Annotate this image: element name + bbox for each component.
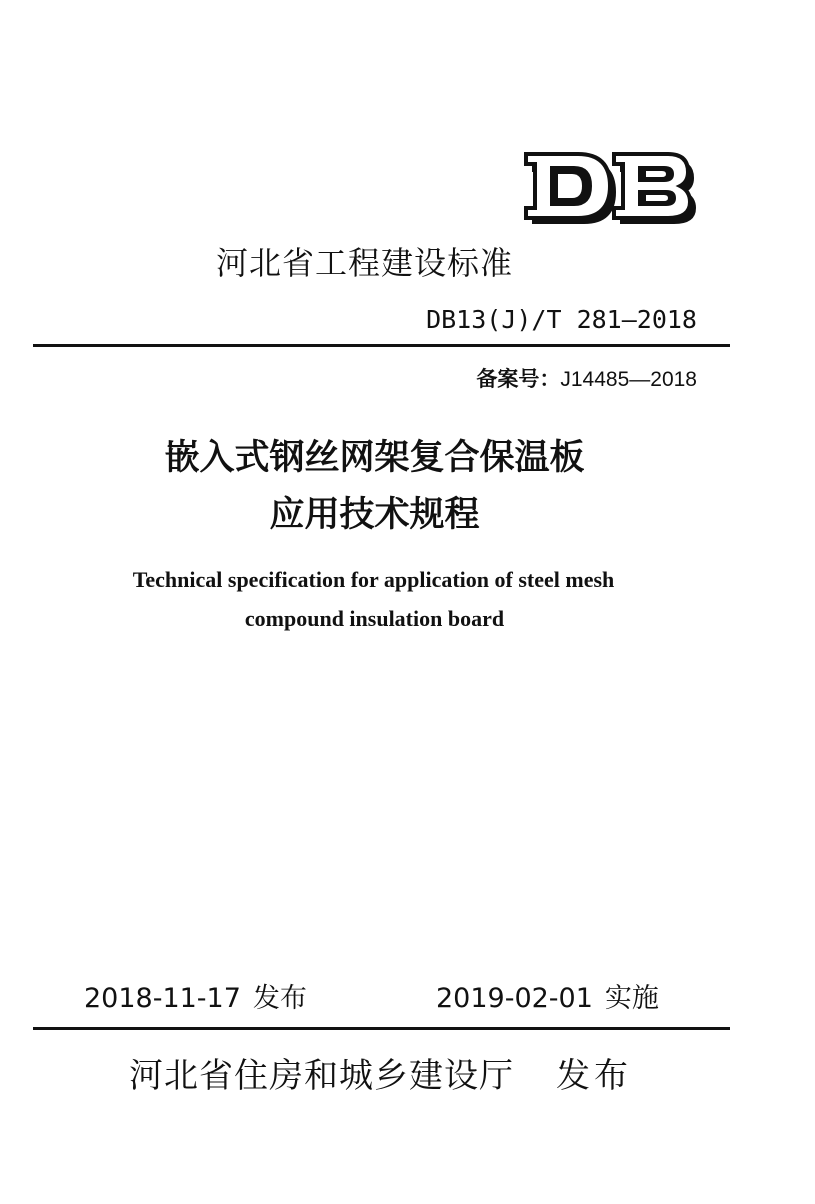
db-logo-mark [524, 152, 699, 224]
publisher-name: 河北省住房和城乡建设厅 [129, 1056, 514, 1096]
effective-label: 实施 [604, 983, 659, 1014]
issue-label: 发布 [252, 983, 307, 1014]
standard-type: 河北省工程建设标准 [216, 244, 514, 282]
title-chinese-line-1: 嵌入式钢丝网架复合保温板 [164, 438, 585, 478]
bottom-divider [33, 1027, 730, 1030]
record-number [476, 364, 697, 395]
publisher-action: 发布 [556, 1056, 632, 1096]
title-english-line-1: Technical specification for application of steel mesh [132, 567, 615, 592]
standard-number: DB13(J)/T 281—2018 [426, 305, 697, 334]
record-label: 备案号： [476, 367, 561, 391]
title-chinese-line-2: 应用技术规程 [269, 495, 480, 535]
title-english-line-2: compound insulation board [244, 606, 505, 631]
issue-date-block [84, 980, 307, 1018]
record-value: J14485—2018 [560, 368, 697, 391]
effective-date: 2019-02-01 [436, 983, 593, 1014]
effective-date-block [436, 980, 659, 1018]
db-logo [524, 152, 699, 224]
top-divider [33, 344, 730, 347]
issue-date: 2018-11-17 [84, 983, 241, 1014]
